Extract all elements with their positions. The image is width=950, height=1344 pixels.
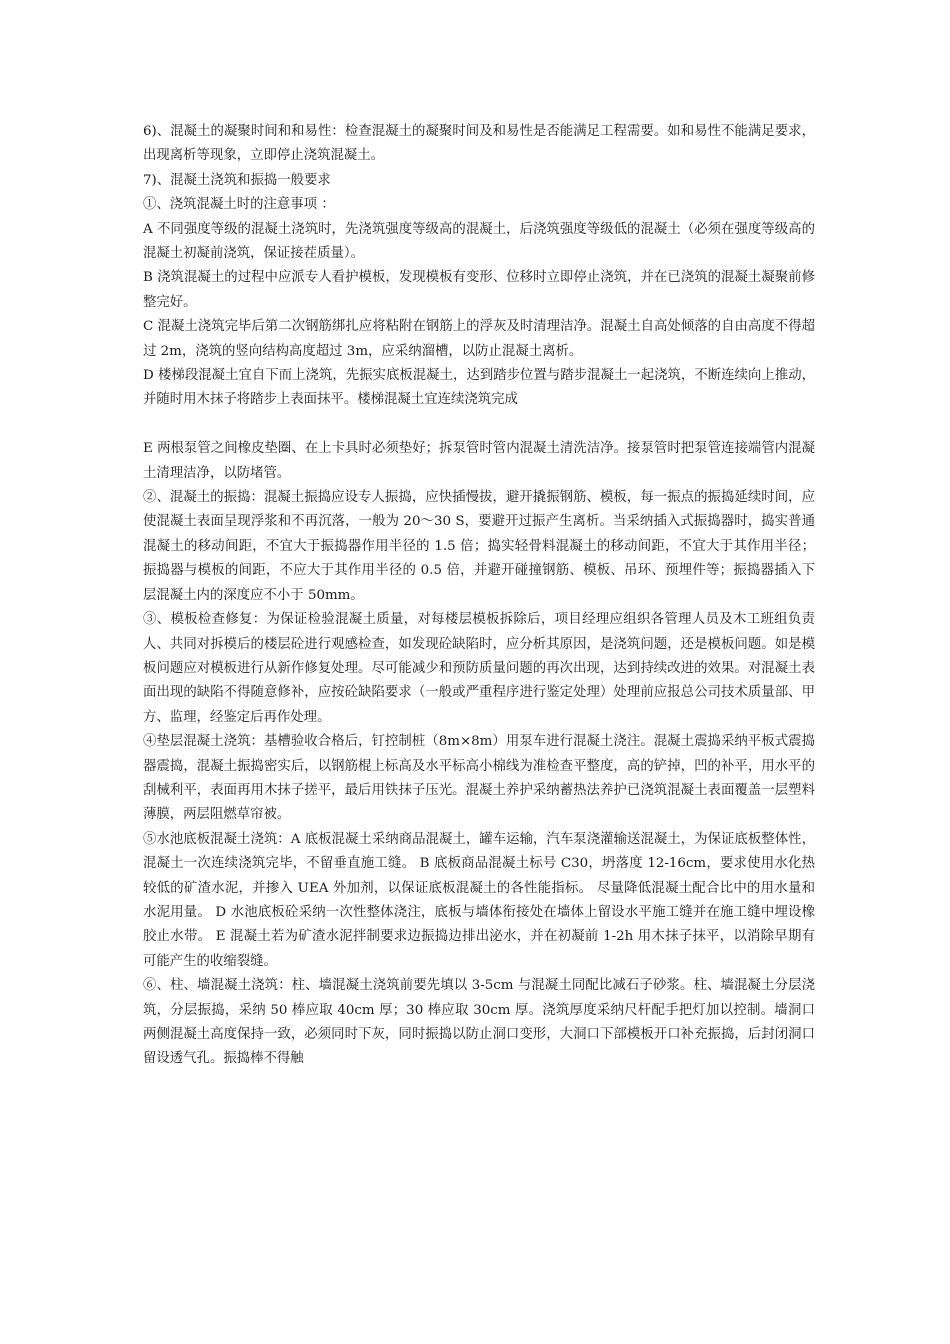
paragraph-6-setting-time: 6)、混凝土的凝聚时间和和易性：检查混凝土的凝聚时间及和易性是否能满足工程需要。如和易性不能满足要求，出现离析等现象，立即停止浇筑混凝土。 (143, 124, 815, 164)
section-vibrating: ②、混凝土的振捣：混凝土振捣应设专人振捣，应快插慢拔，避开撬振钢筋、模板，每一振点的振捣延续时间，应使混凝土表面呈现浮浆和不再沉落，一般为 20～30 S，要避开过振产生离析。当采纳插入式振捣器时，捣实普通混凝土的移动间距，不宜大于振捣器作用半径的 1.5 倍；捣实轻骨料混凝土的移动间距，不宜大于其作用半径；振捣器与模板的间距，不应大于其作用半径的 0.5 倍，并避开碰撞钢筋、模板、吊环、预埋件等；振捣器插入下层混凝土内的深度应不小于 50mm。 (143, 490, 815, 603)
item-d: D 楼梯段混凝土宜自下而上浇筑，先振实底板混凝土，达到踏步位置与踏步混凝土一起浇筑，不断连续向上推动，并随时用木抹子将踏步上表面抹平。楼梯混凝土宜连续浇筑完成 (143, 368, 815, 408)
item-b: B 浇筑混凝土的过程中应派专人看护模板，发现模板有变形、位移时立即停止浇筑，并在已浇筑的混凝土凝聚前修整完好。 (143, 270, 815, 310)
section-pool-floor-pouring: ⑤水池底板混凝土浇筑：A 底板混凝土采纳商品混凝土，罐车运输，汽车泵浇灌输送混凝土，为保证底板整体性，混凝土一次连续浇筑完毕，不留垂直施工缝。 B 底板商品混凝土标号 C30，坍落度 12-16cm，要求使用水化热较低的矿渣水泥，并掺入 UEA 外加剂，以保证底板混凝土的各性能指标。 尽量降低混凝土配合比中的用水量和水泥用量。 D 水池底板砼采纳一次性整体浇注，底板与墙体衔接处在墙体上留设水平施工缝并在施工缝中埋设橡胶止水带。 E 混凝土若为矿渣水泥拌制要求边振捣边排出泌水，并在初凝前 1-2h 用木抹子抹平，以消除早期有可能产生的收缩裂缝。 (143, 831, 815, 969)
section-column-wall-pouring: ⑥、柱、墙混凝土浇筑：柱、墙混凝土浇筑前要先填以 3-5cm 与混凝土同配比减石子砂浆。柱、墙混凝土分层浇筑，分层振捣，采纳 50 棒应取 40cm 厚；30 棒应取 30cm 厚。浇筑厚度采纳尺杆配手把灯加以控制。墙洞口两侧混凝土高度保持一致，必须同时下灰，同时振捣以防止洞口变形，大洞口下部模板开口补充振捣，后封闭洞口留设透气孔。振捣棒不得触 (143, 978, 815, 1067)
item-e: E 两根泵管之间橡皮垫圈、在上卡具时必须垫好；拆泵管时管内混凝土清洗洁净。接泵管时把泵管连接端管内混凝土清理洁净，以防堵管。 (143, 441, 815, 481)
section-formwork-inspection: ③、模板检查修复：为保证检验混凝土质量，对每楼层模板拆除后，项目经理应组织各管理人员及木工班组负责人、共同对拆模后的楼层砼进行观感检查，如发现砼缺陷时，应分析其原因，是浇筑问题，还是模板问题。如是模板问题应对模板进行从新作修复处理。尽可能减少和预防质量问题的再次出现，达到持续改进的效果。对混凝土表面出现的缺陷不得随意修补，应按砼缺陷要求（一般或严重程序进行鉴定处理）处理前应报总公司技术质量部、甲方、监理，经鉴定后再作处理。 (143, 612, 815, 725)
blank-line (143, 413, 815, 437)
heading-7-pouring-vibrating: 7)、混凝土浇筑和振捣一般要求 (143, 172, 331, 188)
section-cushion-pouring: ④垫层混凝土浇筑：基槽验收合格后，钉控制桩（8m×8m）用泵车进行混凝土浇注。混凝土震捣采纳平板式震捣器震捣，混凝土振捣密实后，以钢筋棍上标高及水平标高小棉线为准检查平整度，高的铲掉，凹的补平，用水平的刮械利平，表面再用木抹子搓平，最后用铁抹子压光。混凝土养护采纳蓄热法养护已浇筑混凝土表面覆盖一层塑料薄膜，两层阻燃草帘被。 (143, 734, 815, 823)
document-body (143, 120, 815, 1072)
subheading-pouring-notes: ①、浇筑混凝土时的注意事项 ： (143, 197, 335, 213)
item-a: A 不同强度等级的混凝土浇筑时，先浇筑强度等级高的混凝土，后浇筑强度等级低的混凝土（必须在强度等级高的混凝土初凝前浇筑，保证接茬质量）。 (143, 221, 815, 262)
item-c: C 混凝土浇筑完毕后第二次钢筋绑扎应将粘附在钢筋上的浮灰及时清理洁净。混凝土自高处倾落的自由高度不得超过 2m，浇筑的竖向结构高度超过 3m，应采纳溜槽，以防止混凝土离析。 (143, 319, 815, 359)
